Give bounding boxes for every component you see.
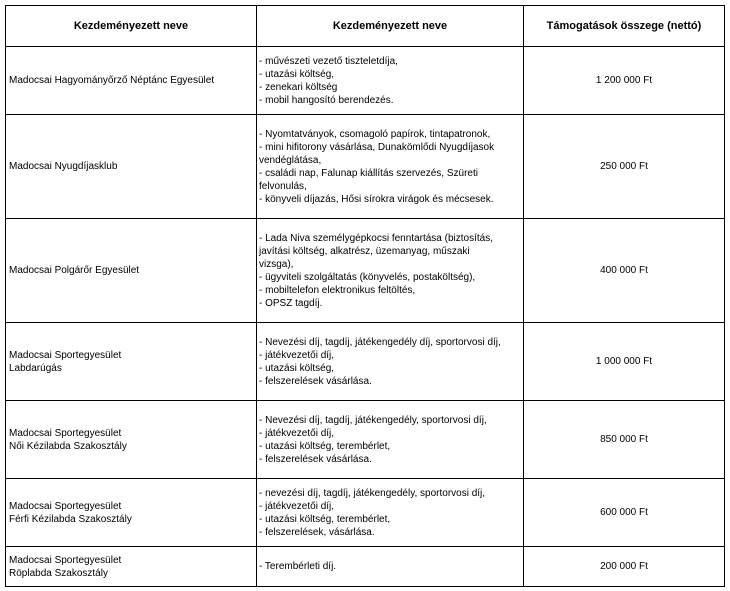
description-line: - Nevezési díj, tagdíj, játékengedély díj, sportorvosi díj, [259,336,501,348]
description-line: - játékvezetői díj, [259,500,335,512]
description-line: - mini hifitorony vásárlása, Dunakömlődi Nyugdíjasok [259,141,495,153]
table-row [6,479,725,547]
description-line: - felszerelések vásárlása. [259,375,372,387]
support-table [5,5,725,587]
org-name-cell [6,219,257,323]
org-name-line: Madocsai Sportegyesület [9,554,122,566]
org-name-cell [6,479,257,547]
table-row [6,219,725,323]
description-line: - felszerelések, vásárlása. [259,526,375,538]
description-line: vizsga), [259,258,294,270]
description-cell [257,219,524,323]
amount-cell: 400 000 Ft [524,219,725,323]
document-page [5,5,725,587]
description-line: - művészeti vezető tiszteletdíja, [259,55,398,67]
org-name-line: Labdarúgás [9,362,62,374]
description-line: felvonulás, [259,180,307,192]
description-line: - felszerelések vásárlása. [259,453,372,465]
amount-cell: 1 200 000 Ft [524,47,725,115]
description-cell [257,47,524,115]
description-line: - OPSZ tagdíj. [259,297,323,309]
amount-cell: 200 000 Ft [524,547,725,587]
org-name-line: Madocsai Nyugdíjasklub [9,161,118,172]
description-line: - mobil hangosító berendezés. [259,94,394,106]
description-line: - zenekari költség [259,81,338,93]
table-row [6,47,725,115]
amount-cell: 850 000 Ft [524,401,725,479]
description-line: - Nyomtatványok, csomagoló papírok, tintapatronok, [259,128,491,140]
table-row [6,115,725,219]
description-line: - utazási költség, terembérlet, [259,513,391,525]
org-name-line: Férfi Kézilabda Szakosztály [9,513,132,525]
table-body [6,47,725,587]
description-line: - nevezési díj, tagdíj, játékengedély, sportorvosi díj, [259,487,486,499]
header-row [6,6,725,47]
description-line: - utazási költség, [259,68,335,80]
amount-cell: 250 000 Ft [524,115,725,219]
org-name-cell [6,547,257,587]
org-name-line: Madocsai Sportegyesület [9,427,122,439]
org-name-line: Női Kézilabda Szakosztály [9,440,127,452]
amount-cell: 1 000 000 Ft [524,323,725,401]
org-name-line: Madocsai Sportegyesület [9,500,122,512]
description-cell [257,323,524,401]
description-cell [257,115,524,219]
description-line: - játékvezetői díj, [259,427,335,439]
org-name-cell [6,115,257,219]
description-line: - ügyviteli szolgáltatás (könyvelés, postaköltség), [259,271,476,283]
org-name-line: Madocsai Polgárőr Egyesület [9,265,140,276]
description-cell [257,547,524,587]
description-line: - Nevezési díj, tagdíj, játékengedély, sportorvosi díj, [259,414,487,426]
table-row [6,323,725,401]
amount-cell: 600 000 Ft [524,479,725,547]
header-amount: Támogatások összege (nettó) [524,6,725,47]
org-name-line: Madocsai Sportegyesület [9,349,122,361]
description-line: - játékvezetői díj, [259,349,335,361]
description-line: - utazási költség, terembérlet, [259,440,391,452]
description-line: - mobiltelefon elektronikus feltöltés, [259,284,416,296]
org-name-cell [6,401,257,479]
description-line: vendéglátása, [259,154,322,166]
description-line: - könyveli díjazás, Hősi sírokra virágok és mécsesek. [259,193,494,205]
header-org-name: Kezdeményezett neve [6,6,257,47]
description-line: - utazási költség, [259,362,335,374]
org-name-cell [6,323,257,401]
description-line: javítási költség, alkatrész, üzemanyag, műszaki [259,245,470,257]
org-name-cell [6,47,257,115]
description-line: - Terembérleti díj. [259,561,337,572]
org-name-line: Röplabda Szakosztály [9,567,108,579]
header-initiative-name: Kezdeményezett neve [257,6,524,47]
description-cell [257,401,524,479]
description-cell [257,479,524,547]
org-name-line: Madocsai Hagyományőrző Néptánc Egyesület [9,75,215,86]
description-line: - családi nap, Falunap kiállítás szervezés, Szüreti [259,167,478,179]
description-line: - Lada Niva személygépkocsi fenntartása (biztosítás, [259,232,493,244]
table-row [6,547,725,587]
table-row [6,401,725,479]
